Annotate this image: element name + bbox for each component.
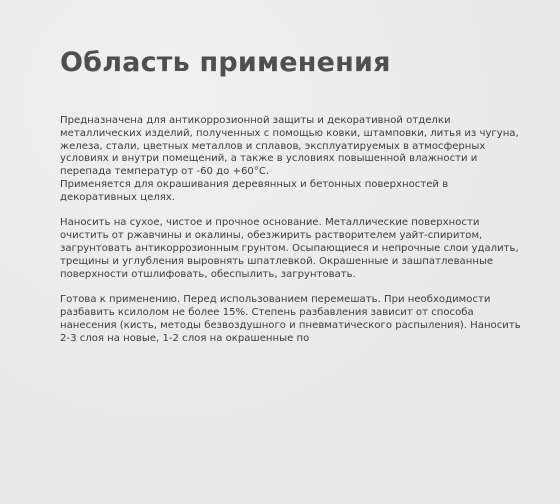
text-line: железа, стали, цветных металлов и сплавов, эксплуатируемых в атмосферных <box>60 140 486 152</box>
text-line: Предназначена для антикоррозионной защиты и декоративной отделки <box>60 115 451 126</box>
text-line: Применяется для окрашивания деревянных и бетонных поверхностей в <box>60 178 449 190</box>
text-line: металлических изделий, полученных с помощью ковки, штамповки, литья из чугуна, <box>60 127 519 139</box>
text-line: разбавить ксилолом не более 15%. Степень разбавления зависит от способа <box>60 306 474 318</box>
text-line: поверхности отшлифовать, обеспылить, загрунтовать. <box>60 268 356 280</box>
text-line: 2-3 слоя на новые, 1-2 слоя на окрашенные по <box>60 332 310 344</box>
description-body <box>60 115 520 345</box>
text-line: условиях и внутри помещений, а также в условиях повышенной влажности и <box>60 153 478 165</box>
text-line: очистить от ржавчины и окалины, обезжирить растворителем уайт-спиритом, <box>60 230 483 242</box>
text-line: Наносить на сухое, чистое и прочное основание. Металлические поверхности <box>60 217 480 229</box>
paragraph-application-area <box>60 115 520 205</box>
text-line: перепада температур от -60 до +60°С. <box>60 166 270 178</box>
text-line: Готова к применению. Перед использованием перемешать. При необходимости <box>60 294 491 306</box>
paragraph-application-instructions <box>60 294 520 345</box>
text-line: трещины и углубления выровнять шпатлевкой. Окрашенные и зашпатлеванные <box>60 255 494 267</box>
text-line: загрунтовать антикоррозионным грунтом. Осыпающиеся и непрочные слои удалить, <box>60 242 519 254</box>
page-title: Область применения <box>60 47 391 78</box>
text-line: декоративных целях. <box>60 191 175 203</box>
text-line: нанесения (кисть, методы безвоздушного и пневматического распыления). Наносить <box>60 319 521 331</box>
paragraph-surface-preparation <box>60 217 520 281</box>
